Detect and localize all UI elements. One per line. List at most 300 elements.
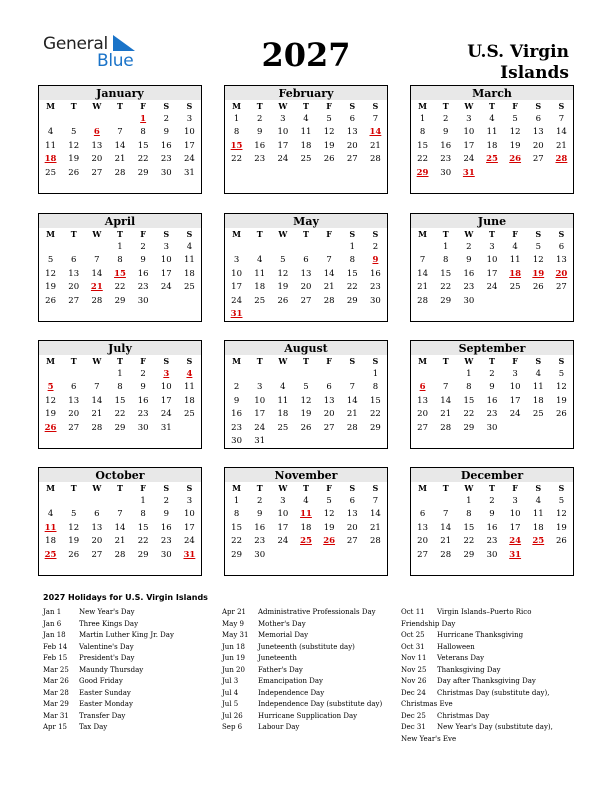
day: 1: [419, 114, 426, 124]
day: 9: [163, 509, 169, 520]
day: 11: [509, 255, 521, 266]
day: 13: [346, 509, 358, 520]
day: 24: [231, 295, 242, 306]
day: 26: [277, 295, 289, 306]
day: 25: [184, 282, 195, 293]
weekday-label: W: [278, 483, 288, 493]
day: 30: [231, 435, 242, 446]
day: 10: [184, 127, 195, 138]
day: 22: [440, 282, 452, 293]
weekday-label: W: [464, 356, 474, 366]
holiday-name: Emancipation Day: [258, 677, 323, 685]
weekday-label: S: [349, 101, 356, 111]
weekday-header: [411, 228, 573, 241]
month-name: May: [225, 214, 387, 228]
weekday-label: F: [140, 229, 146, 239]
day: 6: [349, 496, 355, 506]
day: 21: [370, 140, 381, 151]
day: 4: [535, 496, 541, 506]
day: 30: [160, 549, 172, 560]
holiday-name-continued: Friendship Day: [401, 619, 456, 628]
month-name: October: [39, 468, 201, 482]
empty-cell: [85, 241, 108, 254]
holiday-entry: [401, 688, 587, 700]
weekday-label: W: [278, 356, 288, 366]
weekday-label: T: [303, 229, 309, 239]
day: 27: [346, 154, 358, 165]
day: 11: [277, 395, 289, 406]
weekday-label: M: [418, 229, 427, 239]
holiday-name: Independence Day (substitute day): [258, 700, 383, 708]
day: 14: [440, 395, 452, 406]
day: 27: [346, 536, 358, 547]
weekday-label: T: [70, 483, 77, 493]
day: 11: [184, 255, 195, 266]
month-april: [38, 213, 202, 322]
holiday-entry: [43, 607, 229, 619]
empty-cell: [85, 368, 108, 381]
day: 22: [463, 409, 475, 420]
weekday-label: F: [512, 101, 518, 111]
day: 17: [254, 409, 266, 420]
holiday-entry: [43, 665, 229, 677]
month-name: June: [411, 214, 573, 228]
holiday-day: 20: [555, 268, 568, 279]
empty-cell: [248, 368, 271, 381]
day: 22: [231, 154, 242, 165]
empty-cell: [294, 241, 317, 254]
weekday-label: S: [372, 101, 379, 111]
holiday-entry: [43, 688, 229, 700]
day: 16: [254, 522, 266, 533]
month-name: April: [39, 214, 201, 228]
day: 21: [440, 536, 452, 547]
weekday-label: S: [163, 229, 170, 239]
day: 13: [91, 522, 103, 533]
day: 2: [257, 114, 263, 124]
holiday-date: Apr 21: [222, 608, 247, 616]
holiday-entry: [43, 711, 229, 723]
day: 13: [417, 395, 428, 406]
holiday-day: 21: [90, 282, 103, 293]
holiday-entry: [222, 711, 408, 723]
holiday-day: 26: [323, 536, 336, 547]
day: 26: [323, 154, 335, 165]
holiday-date: Jan 18: [43, 631, 66, 639]
empty-cell: [108, 495, 131, 508]
day: 14: [346, 395, 358, 406]
holiday-entry: [222, 722, 408, 734]
day: 28: [417, 295, 428, 306]
day: 29: [463, 422, 475, 433]
day: 12: [556, 509, 567, 520]
day: 4: [512, 242, 518, 252]
empty-cell: [271, 241, 294, 254]
day: 29: [114, 295, 126, 306]
weekday-label: T: [442, 356, 449, 366]
holiday-name: Transfer Day: [79, 711, 126, 720]
day: 14: [114, 140, 126, 151]
holiday-day: 31: [462, 167, 475, 178]
day: 9: [466, 255, 472, 266]
day: 29: [114, 422, 126, 433]
day: 17: [277, 522, 289, 533]
day: 26: [68, 549, 80, 560]
day: 9: [140, 255, 146, 266]
day: 27: [91, 549, 103, 560]
day: 30: [137, 295, 149, 306]
day: 27: [532, 154, 544, 165]
day: 8: [140, 509, 146, 520]
day: 24: [160, 409, 172, 420]
day: 11: [532, 509, 544, 520]
day: 4: [280, 382, 286, 393]
weekday-label: S: [535, 229, 542, 239]
holiday-day: 26: [44, 422, 57, 433]
day: 29: [137, 549, 149, 560]
holiday-entry: [222, 688, 408, 700]
holiday-date: Jan 1: [43, 608, 62, 616]
day: 17: [509, 522, 521, 533]
holiday-name: Martin Luther King Jr. Day: [79, 631, 174, 639]
day: 28: [323, 295, 335, 306]
day: 19: [277, 282, 289, 293]
holiday-entry: [43, 653, 229, 665]
holiday-day: 25: [532, 536, 545, 547]
day: 5: [512, 114, 518, 124]
day: 12: [45, 268, 56, 279]
day: 19: [323, 140, 335, 151]
day: 11: [45, 140, 56, 151]
day: 20: [417, 409, 428, 420]
day: 1: [372, 369, 379, 379]
day: 20: [68, 282, 80, 293]
day: 6: [349, 114, 355, 124]
day: 27: [323, 422, 335, 433]
day: 21: [114, 536, 126, 547]
day: 24: [277, 536, 289, 547]
holiday-date: Dec 31: [401, 723, 426, 731]
day: 25: [254, 295, 266, 306]
day: 23: [160, 536, 172, 547]
day: 17: [184, 140, 195, 151]
weekday-label: W: [464, 483, 474, 493]
day: 23: [231, 422, 242, 433]
holiday-entry: [401, 642, 587, 654]
holiday-entry: [43, 722, 229, 734]
day: 18: [184, 268, 195, 279]
day: 5: [71, 509, 77, 520]
day-grid: [225, 113, 387, 167]
day: 18: [45, 536, 56, 547]
day: 13: [532, 127, 544, 138]
day: 27: [300, 295, 312, 306]
day: 6: [94, 509, 100, 520]
holiday-date: Jul 4: [222, 688, 239, 697]
day: 14: [114, 522, 126, 533]
day: 23: [486, 536, 498, 547]
day: 21: [417, 282, 428, 293]
holiday-entry: [222, 699, 408, 711]
holiday-name: Easter Sunday: [79, 688, 131, 697]
day: 5: [71, 127, 77, 138]
holiday-day: 25: [300, 536, 312, 547]
day: 21: [91, 409, 103, 420]
day: 12: [68, 522, 80, 533]
weekday-label: S: [349, 356, 356, 366]
holiday-day: 31: [230, 308, 243, 319]
day: 27: [68, 422, 80, 433]
day-grid: [411, 368, 573, 435]
day: 17: [277, 140, 289, 151]
day: 4: [47, 509, 54, 520]
month-name: February: [225, 86, 387, 100]
day: 22: [114, 409, 126, 420]
empty-cell: [62, 241, 85, 254]
holiday-entry: [401, 607, 587, 619]
day: 30: [160, 167, 172, 178]
weekday-header: [39, 482, 201, 495]
day: 16: [486, 522, 498, 533]
weekday-label: T: [117, 483, 123, 493]
day: 8: [117, 255, 123, 266]
day: 22: [114, 282, 126, 293]
day: 2: [163, 114, 169, 124]
day: 2: [489, 369, 495, 379]
day: 21: [346, 409, 358, 420]
day: 9: [140, 382, 146, 393]
day: 2: [140, 242, 146, 252]
day: 26: [300, 422, 312, 433]
holiday-name: Valentine's Day: [79, 642, 134, 651]
holiday-date: Feb 15: [43, 654, 68, 662]
month-name: November: [225, 468, 387, 482]
holiday-name: Virgin Islands–Puerto Rico: [437, 608, 532, 616]
holiday-name: Independence Day: [258, 688, 325, 697]
empty-cell: [62, 368, 85, 381]
day: 5: [47, 255, 54, 266]
day: 16: [486, 395, 498, 406]
holiday-day: 3: [163, 369, 170, 379]
weekday-label: T: [489, 483, 495, 493]
day: 6: [71, 382, 77, 393]
day: 12: [45, 395, 56, 406]
weekday-label: W: [92, 483, 102, 493]
day: 20: [91, 536, 103, 547]
day: 26: [532, 282, 544, 293]
day: 9: [489, 382, 495, 393]
month-name: December: [411, 468, 573, 482]
weekday-label: S: [163, 483, 170, 493]
weekday-label: S: [558, 229, 565, 239]
day: 17: [509, 395, 521, 406]
holiday-name-continued: New Year's Eve: [401, 734, 457, 743]
weekday-label: M: [418, 356, 427, 366]
holiday-entry: [222, 665, 408, 677]
day: 31: [184, 167, 195, 178]
day: 10: [277, 127, 289, 138]
weekday-label: W: [92, 101, 102, 111]
holiday-name: New Year's Day (substitute day),: [437, 723, 553, 731]
holiday-name: Three Kings Day: [79, 619, 139, 628]
day: 24: [184, 536, 195, 547]
day: 14: [91, 268, 103, 279]
weekday-label: F: [140, 356, 146, 366]
day: 30: [137, 422, 149, 433]
day: 15: [463, 522, 475, 533]
holiday-date: Oct 11: [401, 608, 425, 616]
day: 28: [346, 422, 358, 433]
weekday-label: T: [489, 229, 495, 239]
day: 6: [558, 242, 565, 252]
weekday-label: S: [558, 483, 565, 493]
holiday-name: Hurricane Thanksgiving: [437, 631, 524, 639]
day: 17: [486, 268, 498, 279]
empty-cell: [39, 495, 62, 508]
holiday-day: 18: [509, 268, 522, 279]
day: 9: [233, 395, 240, 406]
weekday-label: S: [186, 101, 193, 111]
day: 12: [300, 395, 312, 406]
empty-cell: [434, 495, 457, 508]
day: 1: [466, 496, 472, 506]
region-line-1: U.S. Virgin: [467, 42, 569, 62]
weekday-header: [39, 355, 201, 368]
day: 2: [140, 369, 146, 379]
day-grid: [411, 241, 573, 308]
empty-cell: [225, 368, 248, 381]
day: 18: [532, 522, 544, 533]
weekday-label: M: [46, 356, 55, 366]
day: 25: [509, 282, 521, 293]
weekday-header: [39, 100, 201, 113]
day: 10: [254, 395, 266, 406]
month-june: [410, 213, 574, 322]
day: 19: [323, 522, 335, 533]
holiday-day: 19: [532, 268, 545, 279]
weekday-header: [225, 100, 387, 113]
day: 28: [440, 549, 452, 560]
day: 19: [556, 522, 567, 533]
day: 13: [68, 395, 80, 406]
empty-cell: [108, 113, 131, 126]
holiday-date: Nov 11: [401, 654, 427, 662]
weekday-label: M: [46, 229, 55, 239]
day: 13: [91, 140, 103, 151]
day: 28: [91, 295, 103, 306]
month-january: [38, 85, 202, 194]
day: 1: [443, 242, 449, 252]
day: 31: [160, 422, 172, 433]
weekday-label: T: [70, 101, 77, 111]
holiday-date: Jun 18: [222, 642, 245, 651]
holiday-day: 11: [44, 522, 57, 533]
holiday-day: 5: [47, 382, 54, 393]
day: 14: [91, 395, 103, 406]
holiday-name: Christmas Day (substitute day),: [437, 688, 550, 697]
day: 31: [254, 435, 266, 446]
day-grid: [39, 241, 201, 308]
holiday-entry: [222, 653, 408, 665]
day: 24: [160, 282, 172, 293]
day: 4: [535, 369, 541, 379]
day: 3: [233, 255, 240, 266]
holiday-column: [222, 607, 408, 734]
holiday-name: Father's Day: [258, 665, 303, 674]
day: 7: [117, 509, 123, 520]
day: 10: [277, 509, 289, 520]
day: 5: [326, 496, 332, 506]
holiday-entry: [401, 653, 587, 665]
day: 4: [303, 114, 309, 124]
day: 28: [440, 422, 452, 433]
empty-cell: [39, 113, 62, 126]
day: 7: [94, 382, 100, 393]
holiday-entry: [401, 665, 587, 677]
day-grid: [39, 495, 201, 562]
holiday-date: Mar 29: [43, 700, 69, 708]
day: 19: [556, 395, 567, 406]
day: 6: [419, 509, 426, 520]
holiday-name: Day after Thanksgiving Day: [437, 677, 536, 685]
day: 5: [303, 382, 309, 393]
day: 21: [323, 282, 335, 293]
weekday-label: T: [256, 356, 263, 366]
day: 17: [160, 395, 172, 406]
day: 5: [558, 496, 565, 506]
holiday-name-continued: Christmas Eve: [401, 700, 453, 708]
day: 20: [346, 522, 358, 533]
empty-cell: [39, 241, 62, 254]
weekday-label: M: [46, 101, 55, 111]
day: 4: [303, 496, 309, 506]
weekday-label: S: [558, 356, 565, 366]
day: 18: [486, 140, 498, 151]
day: 10: [509, 382, 521, 393]
day-grid: [411, 495, 573, 562]
holiday-date: Apr 15: [43, 723, 68, 731]
empty-cell: [62, 495, 85, 508]
day: 30: [463, 295, 475, 306]
day: 10: [160, 255, 172, 266]
month-september: [410, 340, 574, 449]
weekday-label: S: [372, 229, 379, 239]
holiday-day: 25: [44, 549, 57, 560]
day: 29: [346, 295, 358, 306]
weekday-label: T: [303, 356, 309, 366]
weekday-label: F: [326, 483, 332, 493]
logo-word-blue: Blue: [97, 51, 134, 71]
weekday-label: T: [489, 101, 495, 111]
holiday-entry: [401, 676, 587, 688]
day: 12: [532, 255, 544, 266]
holiday-entry: [401, 630, 587, 642]
weekday-label: W: [278, 229, 288, 239]
holiday-day: 28: [555, 154, 568, 165]
empty-cell: [411, 495, 434, 508]
empty-cell: [318, 241, 341, 254]
month-august: [224, 340, 388, 449]
weekday-label: T: [70, 229, 77, 239]
day: 3: [512, 496, 518, 506]
holiday-name: Christmas Day: [437, 711, 490, 720]
holiday-name: New Year's Day: [79, 608, 135, 616]
day: 5: [280, 255, 286, 266]
day: 17: [231, 282, 242, 293]
day: 20: [300, 282, 312, 293]
holiday-name: Maundy Thursday: [79, 665, 144, 674]
holiday-name: Easter Monday: [79, 700, 133, 708]
